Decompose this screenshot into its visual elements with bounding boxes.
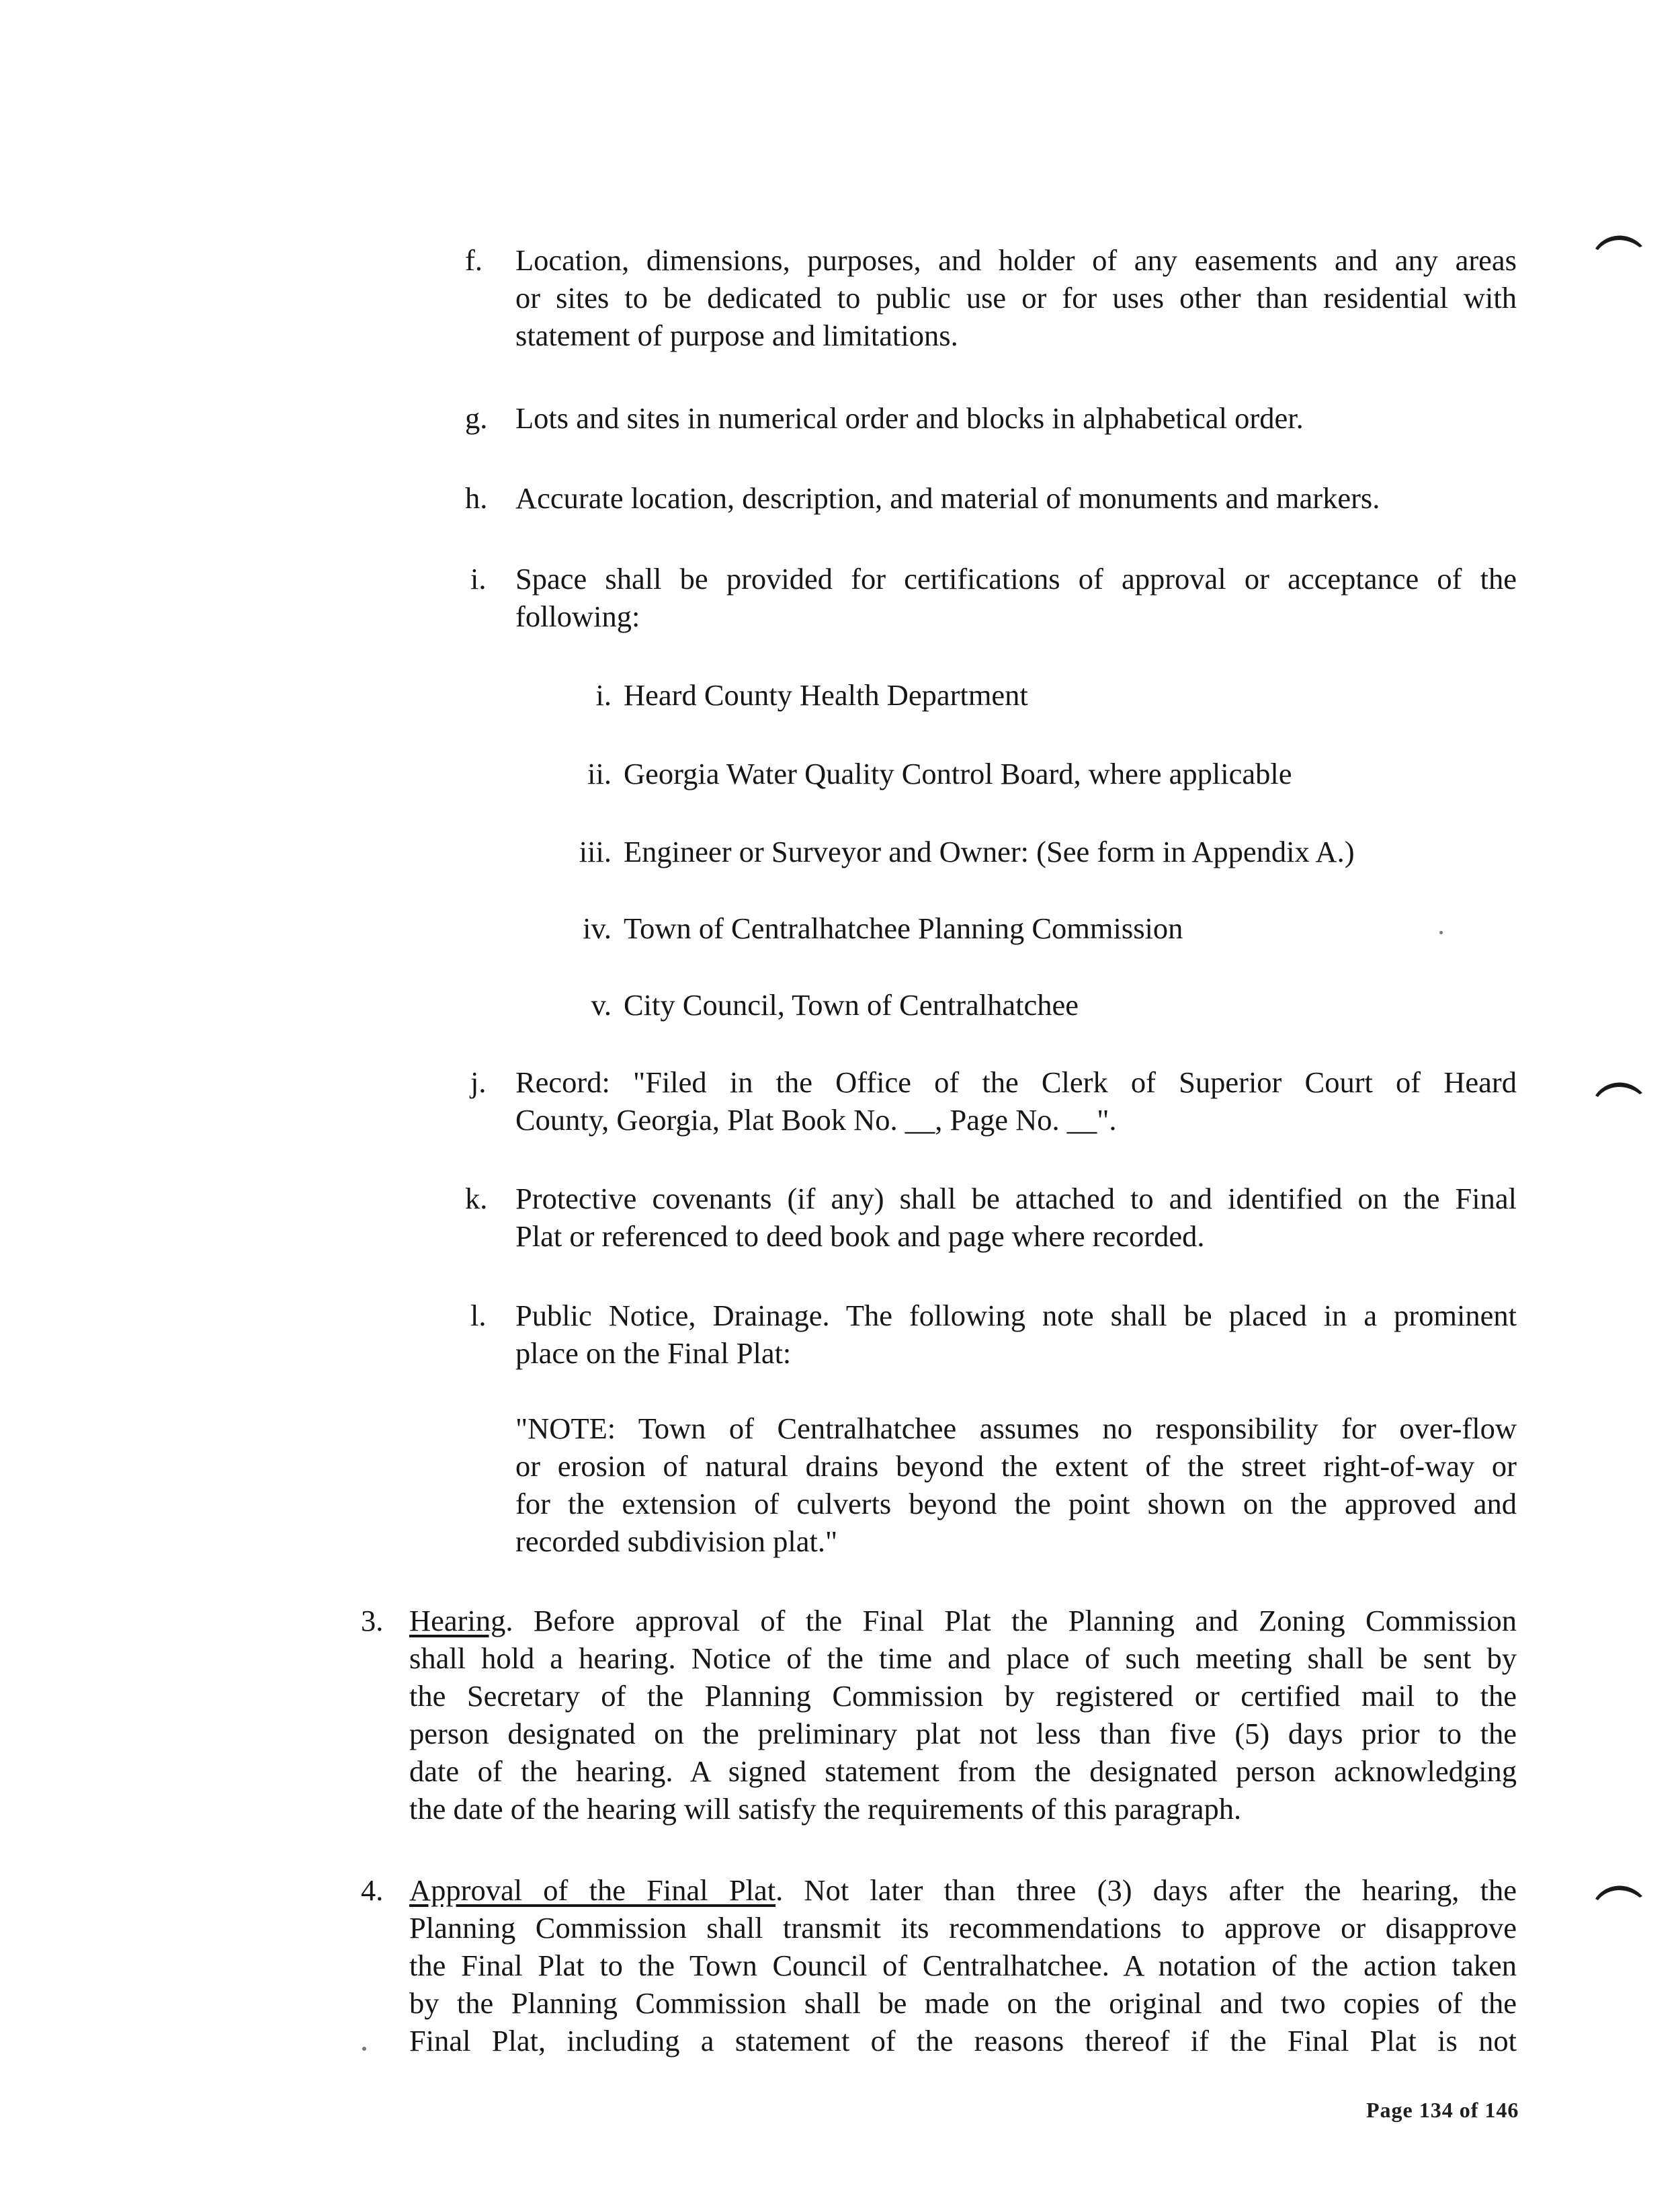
section-4-line-5: Final Plat, including a statement of the reasons thereof if the Final Plat is not — [409, 2024, 1517, 2057]
scan-speck — [362, 2047, 366, 2051]
binder-hole-mark-top — [1593, 229, 1646, 255]
section-4-number: 4. — [361, 1873, 384, 1907]
list-item-k-line-2: Plat or referenced to deed book and page where recorded. — [515, 1219, 1205, 1253]
sub-item-i-text: Heard County Health Department — [624, 678, 1028, 712]
section-4-line-4: by the Planning Commission shall be made on the original and two copies of the — [409, 1986, 1517, 2020]
drainage-note-line-2: or erosion of natural drains beyond the extent of the street right-of-way or — [515, 1449, 1517, 1483]
list-item-l-line-2: place on the Final Plat: — [515, 1336, 792, 1370]
section-3-line-6: the date of the hearing will satisfy the requirements of this paragraph. — [409, 1792, 1242, 1826]
sub-item-iv — [524, 909, 1465, 950]
sub-item-v — [524, 986, 1465, 1026]
drainage-note-line-3: for the extension of culverts beyond the point shown on the approved and — [515, 1487, 1517, 1520]
list-item-f-line-3: statement of purpose and limitations. — [515, 319, 958, 352]
list-item-k — [465, 1180, 1517, 1257]
sub-label-i: i. — [595, 678, 612, 712]
section-3-line-1 — [409, 1602, 1517, 1639]
binder-hole-mark-bottom — [1593, 1879, 1646, 1906]
list-item-i — [465, 560, 1517, 637]
list-item-k-line-1: Protective covenants (if any) shall be attached to and identified on the Final — [515, 1182, 1517, 1215]
section-4-first-line-rest: . Not later than three (3) days after the hearing, the — [775, 1873, 1517, 1907]
section-3-line-2: shall hold a hearing. Notice of the time and place of such meeting shall be sent by — [409, 1641, 1517, 1675]
list-item-l — [465, 1297, 1517, 1374]
list-label-h: h. — [465, 481, 488, 515]
list-label-k: k. — [465, 1182, 488, 1215]
sub-item-iii-text: Engineer or Surveyor and Owner: (See form in Appendix A.) — [624, 835, 1355, 868]
list-item-h-line-1: Accurate location, description, and material of monuments and markers. — [515, 481, 1380, 515]
sub-item-ii — [524, 755, 1465, 795]
section-4-line-2: Planning Commission shall transmit its recommendations to approve or disapprove — [409, 1911, 1517, 1945]
section-4-line-1 — [409, 1871, 1517, 1909]
list-item-h — [465, 479, 1513, 520]
sub-label-iv: iv. — [583, 911, 612, 945]
sub-item-v-text: City Council, Town of Centralhatchee — [624, 988, 1079, 1022]
list-item-f-line-1: Location, dimensions, purposes, and holder of any easements and any areas — [515, 243, 1517, 277]
list-item-i-line-2: following: — [515, 600, 640, 633]
list-label-l: l. — [470, 1299, 487, 1332]
drainage-note-line-4: recorded subdivision plat." — [515, 1524, 838, 1558]
list-label-g: g. — [465, 401, 488, 435]
sub-item-iv-text: Town of Centralhatchee Planning Commission — [624, 911, 1183, 945]
list-item-g-line-1: Lots and sites in numerical order and blocks in alphabetical order. — [515, 401, 1304, 435]
sub-item-ii-text: Georgia Water Quality Control Board, where applicable — [624, 757, 1292, 790]
section-3-heading: Hearing — [409, 1604, 506, 1637]
sub-label-iii: iii. — [579, 835, 612, 868]
list-item-f-line-2: or sites to be dedicated to public use or for uses other than residential with — [515, 281, 1517, 315]
list-label-f: f. — [465, 243, 482, 277]
section-4-line-3: the Final Plat to the Town Council of Centralhatchee. A notation of the action taken — [409, 1949, 1517, 1982]
list-item-j-line-1: Record: "Filed in the Office of the Clerk of Superior Court of Heard — [515, 1065, 1517, 1099]
drainage-note-line-1: "NOTE: Town of Centralhatchee assumes no responsibility for over-flow — [515, 1412, 1517, 1445]
scan-speck — [1439, 931, 1443, 934]
sub-label-v: v. — [591, 988, 612, 1022]
list-item-i-line-1: Space shall be provided for certifications of approval or acceptance of the — [515, 562, 1517, 596]
list-label-i: i. — [470, 562, 487, 596]
section-3-number: 3. — [361, 1604, 384, 1637]
section-4-approval — [361, 1871, 1517, 2066]
binder-hole-mark-middle — [1593, 1075, 1646, 1102]
list-label-j: j. — [470, 1065, 487, 1099]
section-3-line-4: person designated on the preliminary plat not less than five (5) days prior to the — [409, 1717, 1517, 1750]
section-3-line-3: the Secretary of the Planning Commission by registered or certified mail to the — [409, 1679, 1517, 1713]
sub-label-ii: ii. — [587, 757, 612, 790]
list-item-j — [465, 1063, 1517, 1141]
list-item-f — [465, 241, 1517, 356]
list-item-l-line-1: Public Notice, Drainage. The following note shall be placed in a prominent — [515, 1299, 1517, 1332]
section-3-first-line-rest: . Before approval of the Final Plat the Planning and Zoning Commission — [505, 1604, 1517, 1637]
sub-item-i — [524, 676, 1465, 717]
sub-item-iii — [524, 833, 1465, 873]
list-item-g — [465, 399, 1513, 440]
section-3-line-5: date of the hearing. A signed statement from the designated person acknowledging — [409, 1754, 1517, 1788]
section-4-heading: Approval of the Final Plat — [409, 1873, 776, 1907]
list-item-j-line-2: County, Georgia, Plat Book No. __, Page No. __". — [515, 1103, 1117, 1137]
page-number-footer: Page 134 of 146 — [1366, 2098, 1519, 2122]
drainage-note — [515, 1410, 1517, 1564]
section-3-hearing — [361, 1602, 1517, 1834]
